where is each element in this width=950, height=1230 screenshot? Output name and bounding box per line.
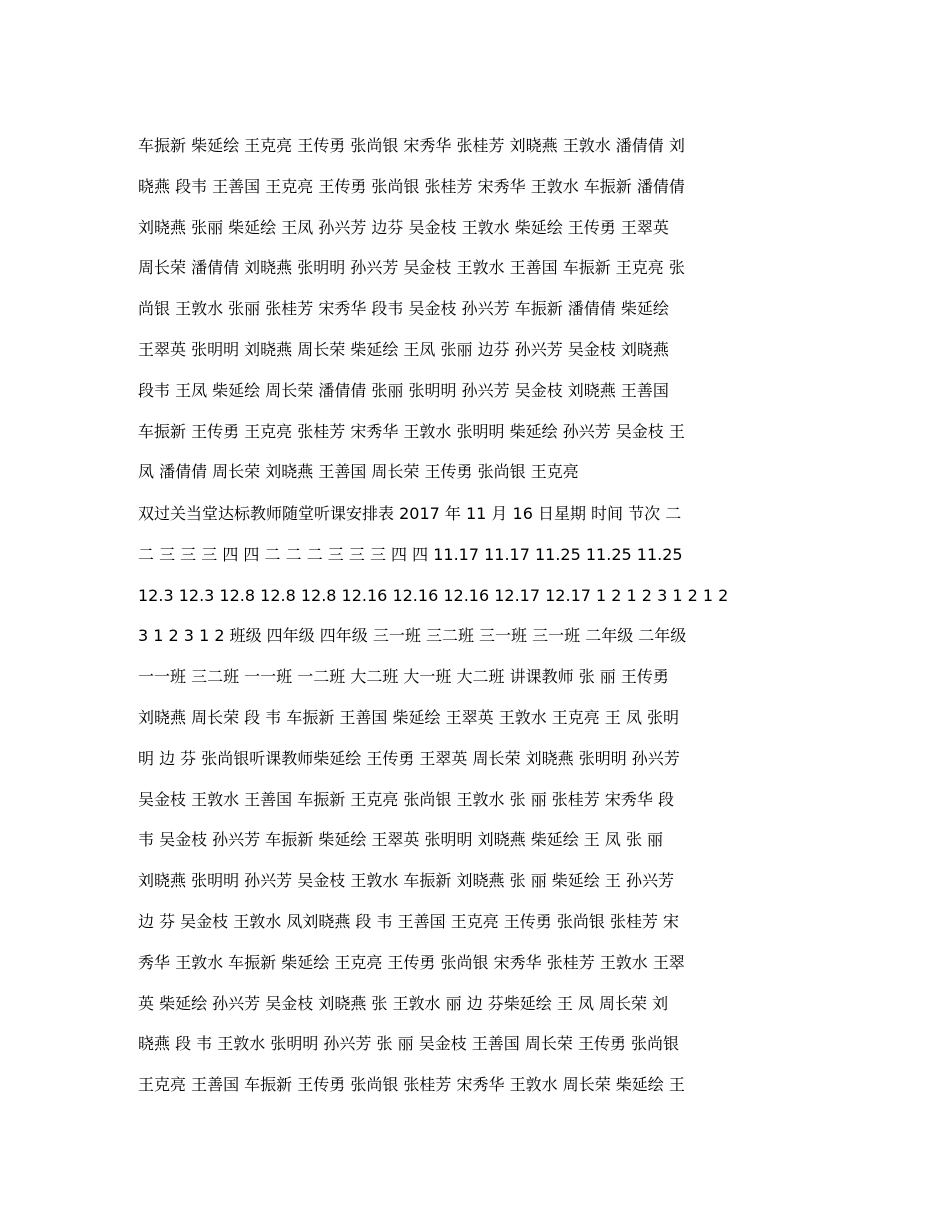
name-list-paragraph xyxy=(138,126,813,493)
text-line: 段韦 王凤 柴延绘 周长荣 潘倩倩 张丽 张明明 孙兴芳 吴金枝 刘晓燕 王善国 xyxy=(138,380,669,400)
text-line: 晓燕 段韦 王善国 王克亮 王传勇 张尚银 张桂芳 宋秀华 王敦水 车振新 潘倩倩 xyxy=(138,176,685,196)
text-line: 王克亮 王善国 车振新 王传勇 张尚银 张桂芳 宋秀华 王敦水 周长荣 柴延绘 王 xyxy=(138,1075,685,1095)
schedule-paragraph xyxy=(138,494,813,1106)
text-line: 二 三 三 三 四 四 二 二 二 三 三 三 四 四 11.17 11.17 11.25 11.25 11.25 xyxy=(138,544,683,564)
text-line: 刘晓燕 张丽 柴延绘 王凤 孙兴芳 边芬 吴金枝 王敦水 柴延绘 王传勇 王翠英 xyxy=(138,217,669,237)
text-line: 刘晓燕 张明明 孙兴芳 吴金枝 王敦水 车振新 刘晓燕 张 丽 柴延绘 王 孙兴芳 xyxy=(138,871,674,891)
text-line: 王翠英 张明明 刘晓燕 周长荣 柴延绘 王凤 张丽 边芬 孙兴芳 吴金枝 刘晓燕 xyxy=(138,339,669,359)
text-line: 12.3 12.3 12.8 12.8 12.8 12.16 12.16 12.16 12.17 12.17 1 2 1 2 3 1 2 1 2 xyxy=(138,585,729,605)
text-line: 边 芬 吴金枝 王敦水 凤刘晓燕 段 韦 王善国 王克亮 王传勇 张尚银 张桂芳 宋 xyxy=(138,911,680,931)
text-line: 刘晓燕 周长荣 段 韦 车振新 王善国 柴延绘 王翠英 王敦水 王克亮 王 凤 张明 xyxy=(138,707,680,727)
text-line: 一一班 三二班 一一班 一二班 大二班 大一班 大二班 讲课教师 张 丽 王传勇 xyxy=(138,667,669,687)
text-line: 周长荣 潘倩倩 刘晓燕 张明明 孙兴芳 吴金枝 王敦水 王善国 车振新 王克亮 张 xyxy=(138,258,685,278)
text-line: 车振新 柴延绘 王克亮 王传勇 张尚银 宋秀华 张桂芳 刘晓燕 王敦水 潘倩倩 刘 xyxy=(138,136,685,155)
text-line: 双过关当堂达标教师随堂听课安排表 2017 年 11 月 16 日星期 时间 节次 二 xyxy=(138,504,682,523)
text-line: 明 边 芬 张尚银听课教师柴延绘 王传勇 王翠英 周长荣 刘晓燕 张明明 孙兴芳 xyxy=(138,748,680,768)
text-line: 晓燕 段 韦 王敦水 张明明 孙兴芳 张 丽 吴金枝 王善国 周长荣 王传勇 张尚银 xyxy=(138,1034,680,1054)
text-line: 英 柴延绘 孙兴芳 吴金枝 刘晓燕 张 王敦水 丽 边 芬柴延绘 王 凤 周长荣 刘 xyxy=(138,993,669,1013)
text-line: 韦 吴金枝 孙兴芳 车振新 柴延绘 王翠英 张明明 刘晓燕 柴延绘 王 凤 张 丽 xyxy=(138,830,664,850)
text-line: 尚银 王敦水 张丽 张桂芳 宋秀华 段韦 吴金枝 孙兴芳 车振新 潘倩倩 柴延绘 xyxy=(138,299,669,319)
text-line: 车振新 王传勇 王克亮 张桂芳 宋秀华 王敦水 张明明 柴延绘 孙兴芳 吴金枝 王 xyxy=(138,421,685,441)
text-line: 吴金枝 王敦水 王善国 车振新 王克亮 张尚银 王敦水 张 丽 张桂芳 宋秀华 段 xyxy=(138,789,674,809)
text-line: 凤 潘倩倩 周长荣 刘晓燕 王善国 周长荣 王传勇 张尚银 王克亮 xyxy=(138,462,579,482)
text-line: 3 1 2 3 1 2 班级 四年级 四年级 三一班 三二班 三一班 三一班 二年级 二年级 xyxy=(138,626,687,646)
text-line: 秀华 王敦水 车振新 柴延绘 王克亮 王传勇 张尚银 宋秀华 张桂芳 王敦水 王翠 xyxy=(138,952,685,972)
